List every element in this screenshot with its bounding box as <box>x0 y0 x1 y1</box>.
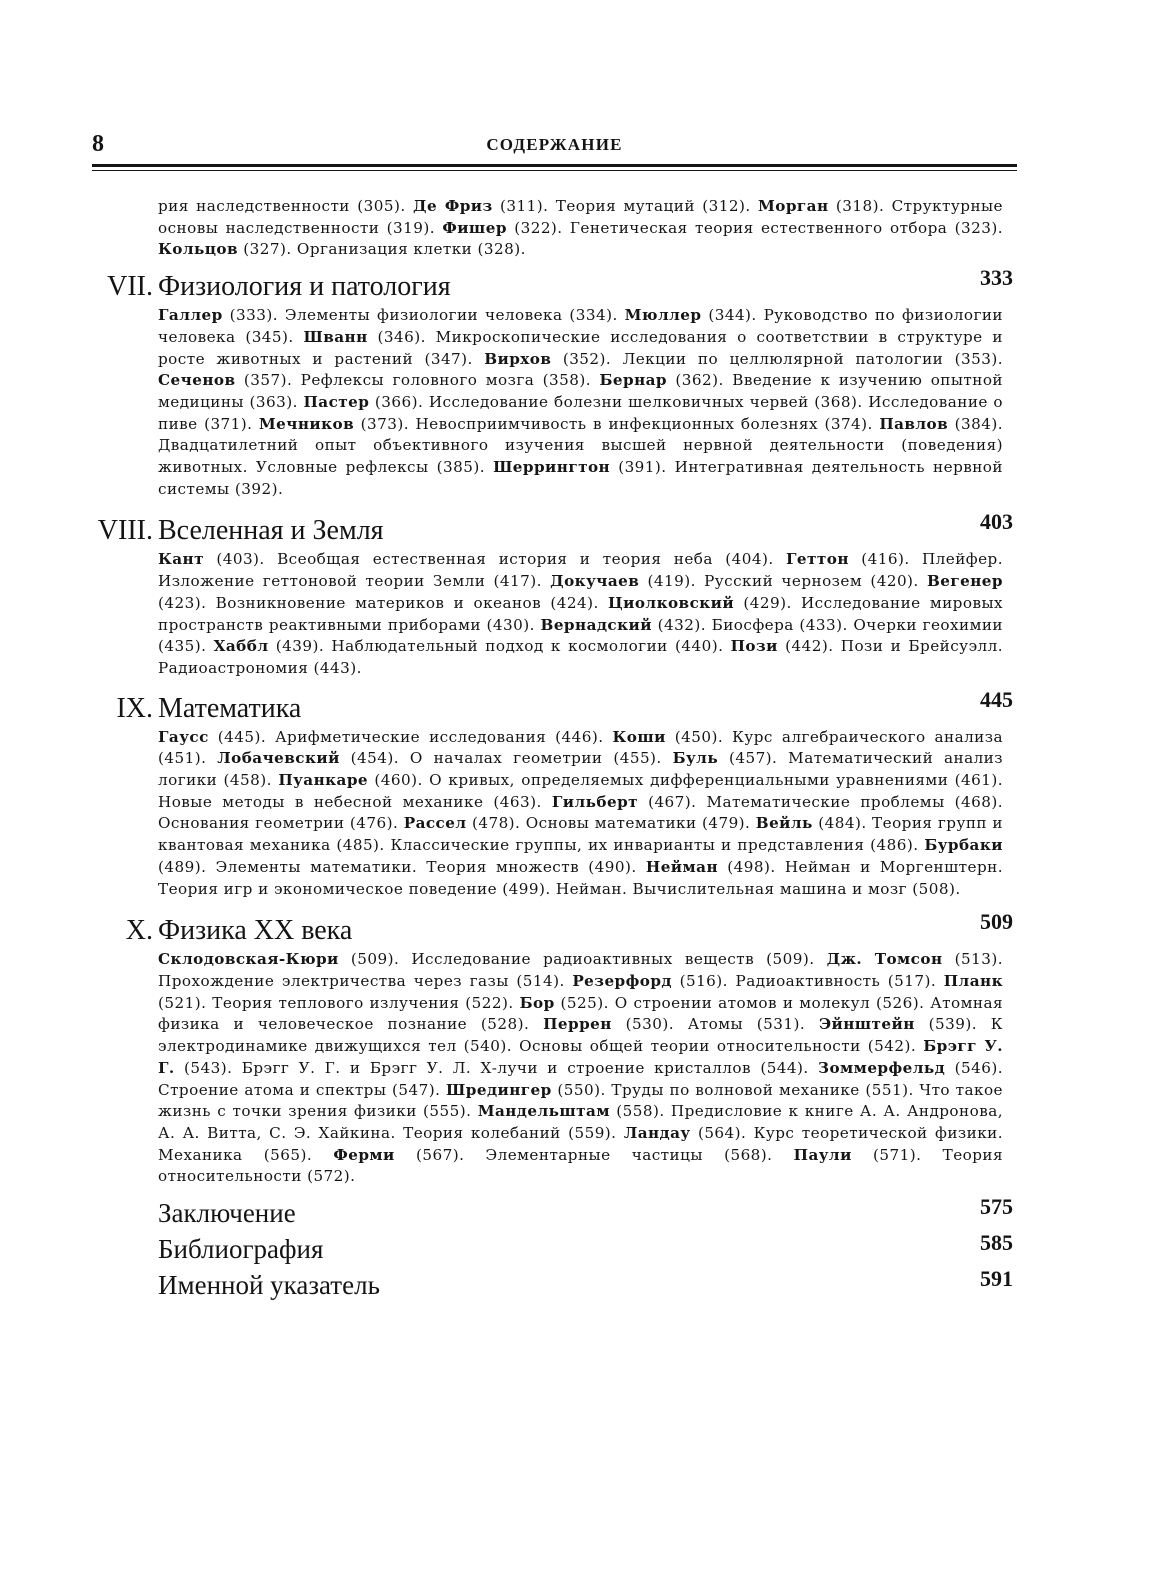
author-name: Ферми <box>333 1145 395 1164</box>
section-heading <box>92 265 1017 305</box>
toc-section-vii <box>92 265 1017 500</box>
author-name: Пастер <box>303 392 370 411</box>
author-name: Шредингер <box>446 1080 552 1099</box>
section-contents <box>158 727 1003 901</box>
author-name: Мюллер <box>624 306 702 325</box>
entry-text: (550). Труды по волновой механике (551). Что такое жизнь с точки зрения физики (555). <box>158 1080 1003 1121</box>
section-title: Физиология и патология <box>158 271 451 303</box>
author-name: Вейль <box>755 814 813 833</box>
section-title: Математика <box>158 692 302 724</box>
entry-text: (423). Возникновение материков и океанов (424). <box>158 593 608 612</box>
entry-text: (457). Математический анализ логики (458). <box>158 749 1003 790</box>
author-name: Пози <box>730 637 778 656</box>
header-rule-thick <box>92 164 1017 167</box>
entry-text: (373). Невосприимчивость в инфекционных болезнях (374). <box>354 414 880 433</box>
author-name: Хаббл <box>213 637 269 656</box>
entry-text: (484). Теория групп и квантовая механика (485). Классические группы, их инварианты и представления (486). <box>158 814 1003 855</box>
entry-text: (564). Курс теоретической физики. Механика (565). <box>158 1123 1003 1164</box>
entry-title: Заключение <box>158 1198 296 1229</box>
author-name: Циолковский <box>607 593 735 612</box>
toc-entry-name-index <box>92 1268 1017 1304</box>
entry-text: (478). Основы математики (479). <box>466 814 756 833</box>
author-name: Вегенер <box>926 572 1003 591</box>
author-name: Мандельштам <box>477 1102 610 1121</box>
author-name: Павлов <box>879 414 949 433</box>
author-name: Фишер <box>442 218 507 237</box>
entry-text: (567). Элементарные частицы (568). <box>394 1145 794 1164</box>
author-name: Гаусс <box>158 727 209 746</box>
section-numeral: VIII. <box>97 515 153 547</box>
entry-text: (513). Прохождение электричества через газы (514). <box>158 950 1003 990</box>
author-name: Брэгг У. Г. <box>158 1037 1003 1077</box>
header-rule-thin <box>92 170 1017 171</box>
author-name: Планк <box>943 971 1003 990</box>
entry-text: (460). О кривых, определяемых дифференциальными уравнениями (461). Новые методы в небесной механике (463). <box>158 771 1004 811</box>
entry-text: (516). Радиоактивность (517). <box>672 971 944 990</box>
entry-page-number: 585 <box>980 1230 1013 1256</box>
author-name: Геттон <box>785 550 849 569</box>
entry-text: (352). Лекции по целлюлярной патологии (353). <box>551 349 1003 368</box>
entry-page-number: 591 <box>980 1266 1013 1292</box>
author-name: Лобачевский <box>217 749 340 768</box>
author-name: Рассел <box>403 814 467 833</box>
section-heading <box>92 909 1017 949</box>
entry-text: (333). Элементы физиологии человека (334). <box>222 306 625 325</box>
entry-text: (357). Рефлексы головного мозга (358). <box>235 371 600 390</box>
entry-text: (344). Руководство по физиологии человека (345). <box>158 306 1003 346</box>
entry-page-number: 575 <box>980 1194 1013 1220</box>
entry-text: рия наследственности (305). <box>158 197 413 215</box>
author-name: Гильберт <box>551 792 639 811</box>
author-name: Пуанкаре <box>278 771 369 790</box>
section-heading <box>92 509 1017 549</box>
author-name: Кант <box>158 550 204 569</box>
author-name: Шеррингтон <box>493 458 611 477</box>
author-name: Мечников <box>258 414 355 433</box>
author-name: Дж. Томсон <box>826 950 943 969</box>
entry-text: (327). Организация клетки (328). <box>238 240 526 259</box>
entry-text: (445). Арифметические исследования (446). <box>208 727 613 746</box>
entry-text: (498). Нейман и Моргенштерн. Теория игр и экономическое поведение (499). Нейман. Вычислительная машина и мозг (508). <box>158 857 1003 898</box>
entry-text: (439). Наблюдательный подход к космологии (440). <box>268 637 731 656</box>
entry-text: (318). Структурные основы наследственности (319). <box>158 197 1003 237</box>
section-numeral: X. <box>125 915 153 947</box>
author-name: Резерфорд <box>572 971 672 990</box>
author-name: Бернар <box>599 371 668 390</box>
section-contents <box>158 549 1003 679</box>
author-name: Бор <box>519 993 555 1012</box>
entry-text: (489). Элементы математики. Теория множеств (490). <box>158 857 646 876</box>
toc-entry-bibliography <box>92 1232 1017 1268</box>
entry-text: (546). Строение атома и спектры (547). <box>158 1058 1003 1099</box>
running-title: СОДЕРЖАНИЕ <box>486 135 623 154</box>
section-page-number: 333 <box>980 265 1013 291</box>
toc-content <box>92 196 1017 1304</box>
author-name: Эйнштейн <box>818 1015 915 1034</box>
entry-text: (403). Всеобщая естественная история и теория неба (404). <box>203 550 786 569</box>
section-page-number: 445 <box>980 686 1013 712</box>
entry-text: (543). Брэгг У. Г. и Брэгг У. Л. Х-лучи и строение кристаллов (544). <box>174 1058 819 1077</box>
section-page-number: 509 <box>980 909 1013 935</box>
section-contents <box>158 305 1003 500</box>
section-title: Физика XX века <box>158 915 353 947</box>
author-name: Буль <box>672 749 719 768</box>
entry-title: Библиография <box>158 1234 324 1265</box>
toc-section-x <box>92 909 1017 1188</box>
entry-text: (322). Генетическая теория естественного отбора (323). <box>506 218 1003 237</box>
author-name: Вернадский <box>540 615 652 634</box>
entry-text: (539). К электродинамике движущихся тел (540). Основы общей теории относительности (542). <box>158 1015 1003 1056</box>
entry-text: (521). Теория теплового излучения (522). <box>158 993 520 1012</box>
entry-text: (419). Русский чернозем (420). <box>639 572 927 591</box>
author-name: Перрен <box>543 1015 612 1034</box>
author-name: Галлер <box>158 306 223 325</box>
author-name: Вирхов <box>484 349 552 368</box>
entry-text: (525). О строении атомов и молекул (526). Атомная физика и человеческое познание (528). <box>158 993 1003 1034</box>
entry-text: (366). Исследование болезни шелковичных червей (368). Исследование о пиве (371). <box>158 392 1003 433</box>
entry-text: (391). Интегративная деятельность нервной системы (392). <box>158 458 1003 498</box>
entry-text: (362). Введение к изучению опытной медицины (363). <box>158 371 1003 411</box>
section-page-number: 403 <box>980 509 1013 535</box>
toc-section-viii <box>92 509 1017 679</box>
entry-text: (530). Атомы (531). <box>611 1015 819 1034</box>
entry-text: (311). Теория мутаций (312). <box>492 197 758 215</box>
section-title: Вселенная и Земля <box>158 515 384 547</box>
section-numeral: IX. <box>116 692 153 724</box>
author-name: Бурбаки <box>924 836 1003 855</box>
author-name: Коши <box>612 727 666 746</box>
author-name: Де Фриз <box>412 197 493 215</box>
entry-title: Именной указатель <box>158 1270 380 1301</box>
author-name: Паули <box>793 1145 852 1164</box>
author-name: Докучаев <box>550 572 640 591</box>
entry-text: (442). Пози и Брейсуэлл. Радиоастрономия (443). <box>158 637 1003 677</box>
section-numeral: VII. <box>107 271 153 303</box>
entry-text: (432). Биосфера (433). Очерки геохимии (435). <box>158 615 1003 656</box>
intro-continuation <box>158 196 1003 261</box>
author-name: Нейман <box>645 857 719 876</box>
entry-text: (429). Исследование мировых пространств реактивными приборами (430). <box>158 593 1003 634</box>
entry-text: (346). Микроскопические исследования о соответствии в структуре и росте животных и растений (347). <box>158 327 1003 368</box>
entry-text: (450). Курс алгебраического анализа (451). <box>158 727 1003 768</box>
author-name: Склодовская-Кюри <box>158 950 339 969</box>
author-name: Сеченов <box>158 371 236 390</box>
page-number: 8 <box>92 131 104 157</box>
toc-section-ix <box>92 686 1017 901</box>
entry-text: (558). Предисловие к книге А. А. Андронова, А. А. Витта, С. Э. Хайкина. Теория колебаний (559). <box>158 1102 1003 1142</box>
page-header <box>92 127 1017 161</box>
author-name: Ландау <box>623 1123 691 1142</box>
section-heading <box>92 686 1017 727</box>
author-name: Кольцов <box>158 240 239 259</box>
author-name: Шванн <box>303 327 368 346</box>
author-name: Зоммерфельд <box>818 1058 946 1077</box>
section-contents <box>158 949 1003 1188</box>
entry-text: (384). Двадцатилетний опыт объективного изучения высшей нервной деятельности (поведения) животных. Условные рефлексы (385). <box>158 414 1003 477</box>
entry-text: (571). Теория относительности (572). <box>158 1145 1003 1186</box>
entry-text: (454). О началах геометрии (455). <box>339 749 673 768</box>
author-name: Морган <box>757 197 829 215</box>
entry-text: (416). Плейфер. Изложение геттоновой теории Земли (417). <box>158 550 1004 591</box>
entry-text: (467). Математические проблемы (468). Основания геометрии (476). <box>158 792 1004 833</box>
entry-text: (509). Исследование радиоактивных веществ (509). <box>338 950 827 969</box>
toc-entry-conclusion <box>92 1196 1017 1232</box>
